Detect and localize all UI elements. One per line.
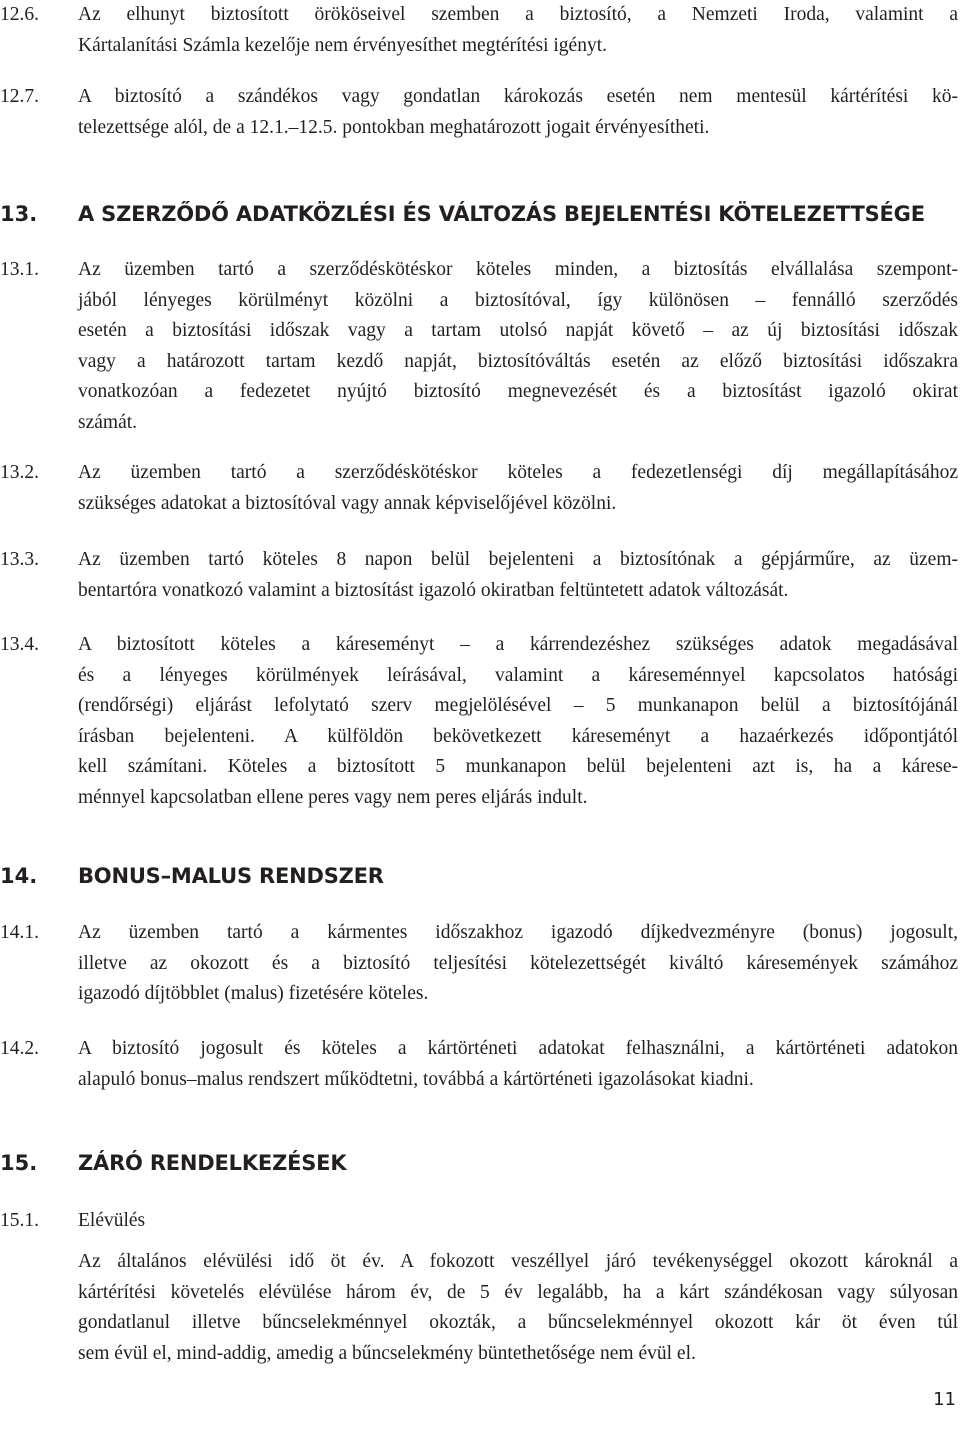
text-line: Az elhunyt biztosított örököseivel szemben a biztosító, a Nemzeti Iroda, valamint a bbox=[78, 4, 958, 25]
paragraph-text bbox=[78, 82, 958, 143]
paragraph-number: 13.3. bbox=[0, 549, 39, 570]
text-line: Elévülés bbox=[78, 1210, 146, 1231]
text-line: Az üzemben tartó köteles 8 napon belül bejelenteni a biztosítónak a gépjárműre, az üzem- bbox=[78, 549, 958, 570]
paragraph-13-2 bbox=[0, 458, 960, 519]
text-line: illetve az okozott és a biztosító teljesítési kötelezettségét kiváltó káresemények számához bbox=[78, 952, 958, 974]
paragraph-13-1 bbox=[0, 255, 960, 438]
text-line: Kártalanítási Számla kezelője nem érvényesíthet megtérítési igényt. bbox=[78, 34, 608, 56]
section-title: A SZERZŐDŐ ADATKÖZLÉSI ÉS VÁLTOZÁS BEJELENTÉSI KÖTELEZETTSÉGE bbox=[78, 202, 925, 226]
text-line: (rendőrségi) eljárást lefolytató szerv megjelölésével – 5 munkanapon belül a biztosítójánál bbox=[78, 695, 958, 716]
text-line: kell számítani. Köteles a biztosított 5 munkanapon belül bejelenteni azt is, ha a kárese- bbox=[78, 756, 958, 777]
paragraph-text bbox=[78, 458, 958, 519]
paragraph-text bbox=[78, 1247, 958, 1369]
paragraph-number: 15.1. bbox=[0, 1210, 39, 1231]
paragraph-number: 12.7. bbox=[0, 86, 39, 107]
text-line: és a lényeges körülmények leírásával, valamint a káreseménnyel kapcsolatos hatósági bbox=[78, 664, 958, 686]
paragraph-text bbox=[78, 0, 958, 61]
section-number: 13. bbox=[0, 202, 38, 226]
page-number: 11 bbox=[933, 1389, 956, 1410]
text-line: telezettsége alól, de a 12.1.–12.5. pontokban meghatározott jogait érvényesítheti. bbox=[78, 116, 710, 138]
text-line: szükséges adatokat a biztosítóval vagy annak képviselőjével közölni. bbox=[78, 492, 617, 514]
text-line: Az üzemben tartó a kármentes időszakhoz igazodó díjkedvezményre (bonus) jogosult, bbox=[78, 922, 958, 943]
section-title: BONUS–MALUS RENDSZER bbox=[78, 864, 384, 888]
paragraph-number: 13.4. bbox=[0, 634, 39, 655]
paragraph-text bbox=[78, 918, 958, 1010]
text-line: vagy a határozott tartam kezdő napját, biztosítóváltás esetén az előző biztosítási időszakra bbox=[78, 350, 958, 372]
text-line: ménnyel kapcsolatban ellene peres vagy nem peres eljárás indult. bbox=[78, 786, 588, 808]
text-line: sem évül el, mind-addig, amedig a bűncselekmény büntethetősége nem évül el. bbox=[78, 1342, 696, 1364]
paragraph-text bbox=[78, 630, 958, 813]
text-line: A biztosító jogosult és köteles a kártörténeti adatokat felhasználni, a kártörténeti adatokon bbox=[78, 1038, 958, 1059]
paragraph-15-1 bbox=[0, 1206, 960, 1237]
paragraph-13-3 bbox=[0, 545, 960, 606]
paragraph-number: 13.2. bbox=[0, 462, 39, 483]
paragraph-subtitle bbox=[78, 1206, 958, 1237]
section-heading-13 bbox=[0, 199, 960, 229]
text-line: írásban bejelenteni. A külföldön bekövetkezett káreseményt a hazaérkezés időpontjától bbox=[78, 725, 958, 747]
section-heading-15 bbox=[0, 1148, 960, 1178]
text-line: vonatkozóan a fedezetet nyújtó biztosító megnevezését és a biztosítást igazoló okirat bbox=[78, 381, 958, 402]
text-line: esetén a biztosítási időszak vagy a tartam utolsó napját követő – az új biztosítási időszak bbox=[78, 320, 958, 341]
text-line: bentartóra vonatkozó valamint a biztosítást igazoló okiratban feltüntetett adatok változását. bbox=[78, 579, 789, 601]
text-line: Az üzemben tartó a szerződéskötéskor köteles a fedezetlenségi díj megállapításához bbox=[78, 462, 958, 483]
paragraph-14-1 bbox=[0, 918, 960, 1010]
paragraph-text bbox=[78, 1034, 958, 1095]
paragraph-12-7 bbox=[0, 82, 960, 143]
text-line: alapuló bonus–malus rendszert működtetni, továbbá a kártörténeti igazolásokat kiadni. bbox=[78, 1068, 754, 1090]
paragraph-text bbox=[78, 255, 958, 438]
paragraph-text bbox=[78, 545, 958, 606]
text-line: Az általános elévülési idő öt év. A fokozott veszéllyel járó tevékenységgel okozott károknál a bbox=[78, 1251, 958, 1272]
text-line: jából lényeges körülményt közölni a biztosítóval, így különösen – fennálló szerződés bbox=[78, 289, 958, 311]
paragraph-number: 14.2. bbox=[0, 1038, 39, 1059]
section-number: 15. bbox=[0, 1151, 38, 1175]
text-line: igazodó díjtöbblet (malus) fizetésére köteles. bbox=[78, 983, 429, 1004]
paragraph-14-2 bbox=[0, 1034, 960, 1095]
text-line: számát. bbox=[78, 411, 138, 433]
text-line: A biztosító a szándékos vagy gondatlan károkozás esetén nem mentesül kártérítési kö- bbox=[78, 86, 958, 107]
section-heading-14 bbox=[0, 861, 960, 891]
text-line: kártérítési követelés elévülése három év, de 5 év legalább, ha a kárt szándékosan vagy súlyosan bbox=[78, 1281, 958, 1303]
text-line: gondatlanul illetve bűncselekménnyel okozták, a bűncselekménnyel okozott kár öt éven túl bbox=[78, 1312, 958, 1333]
paragraph-number: 13.1. bbox=[0, 259, 39, 280]
paragraph-number: 14.1. bbox=[0, 922, 39, 943]
paragraph-number: 12.6. bbox=[0, 4, 39, 25]
section-title: ZÁRÓ RENDELKEZÉSEK bbox=[78, 1151, 347, 1175]
text-line: Az üzemben tartó a szerződéskötéskor köteles minden, a biztosítás elvállalása szempont- bbox=[78, 259, 958, 280]
paragraph-15-1-body bbox=[0, 1247, 960, 1369]
text-line: A biztosított köteles a káreseményt – a kárrendezéshez szükséges adatok megadásával bbox=[78, 634, 958, 655]
paragraph-13-4 bbox=[0, 630, 960, 813]
section-number: 14. bbox=[0, 864, 38, 888]
paragraph-12-6 bbox=[0, 0, 960, 61]
